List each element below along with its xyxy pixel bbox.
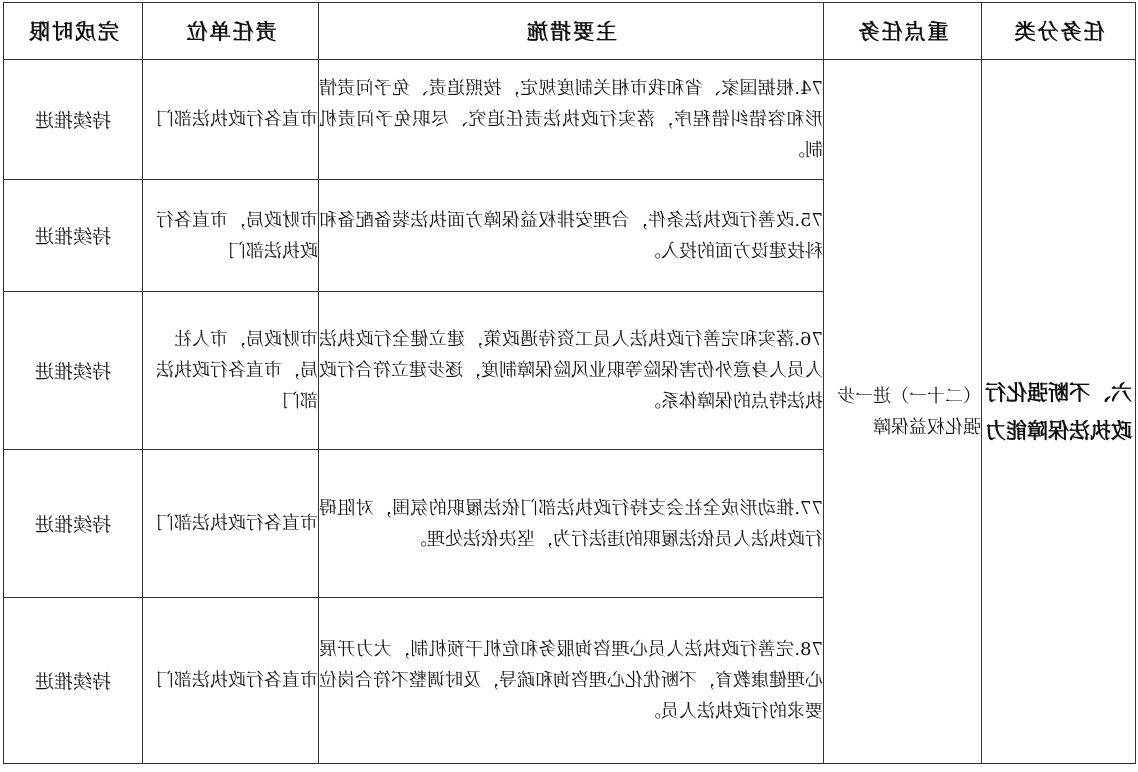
deadline-cell: 持续推进: [4, 450, 143, 598]
unit-cell: 市直各行政执法部门: [143, 450, 319, 598]
unit-cell: 市直各行政执法部门: [143, 60, 319, 180]
unit-cell: 市直各行政执法部门: [143, 598, 319, 764]
header-category: 任务分类: [982, 3, 1136, 60]
deadline-cell: 持续推进: [4, 292, 143, 450]
task-table: [3, 2, 1136, 764]
deadline-cell: 持续推进: [4, 180, 143, 292]
measure-cell: 75.改善行政执法条件，合理安排权益保障方面执法装备配备和科技建设方面的投入。: [319, 180, 824, 292]
unit-cell: 市财政局，市人社局，市直各行政执法部门: [143, 292, 319, 450]
measure-cell: 74.根据国家、省和我市相关制度规定，按照追责、免予问责情形和容错纠错程序，落实行政执法责任追究、尽职免予问责机制。: [319, 60, 824, 180]
deadline-cell: 持续推进: [4, 60, 143, 180]
table-header-row: [4, 3, 1136, 60]
measure-cell: 78.完善行政执法人员心理咨询服务和危机干预机制，大力开展心理健康教育，不断优化心理咨询和疏导，及时调整不符合岗位要求的行政执法人员。: [319, 598, 824, 764]
header-measures: 主要措施: [319, 3, 824, 60]
key-task-cell: （二十一）进一步强化权益保障: [824, 60, 982, 764]
header-deadline: 完成时限: [4, 3, 143, 60]
header-unit: 责任单位: [143, 3, 319, 60]
category-cell: 六、不断强化行政执法保障能力: [982, 60, 1136, 764]
header-key-task: 重点任务: [824, 3, 982, 60]
table-row: [4, 60, 1136, 180]
unit-cell: 市财政局，市直各行政执法部门: [143, 180, 319, 292]
deadline-cell: 持续推进: [4, 598, 143, 764]
measure-cell: 77.推动形成全社会支持行政执法部门依法履职的氛围，对阻碍行政执法人员依法履职的违法行为，坚决依法处理。: [319, 450, 824, 598]
measure-cell: 76.落实和完善行政执法人员工资待遇政策，建立健全行政执法人员人身意外伤害保险等职业风险保障制度，逐步建立符合行政执法特点的保障体系。: [319, 292, 824, 450]
